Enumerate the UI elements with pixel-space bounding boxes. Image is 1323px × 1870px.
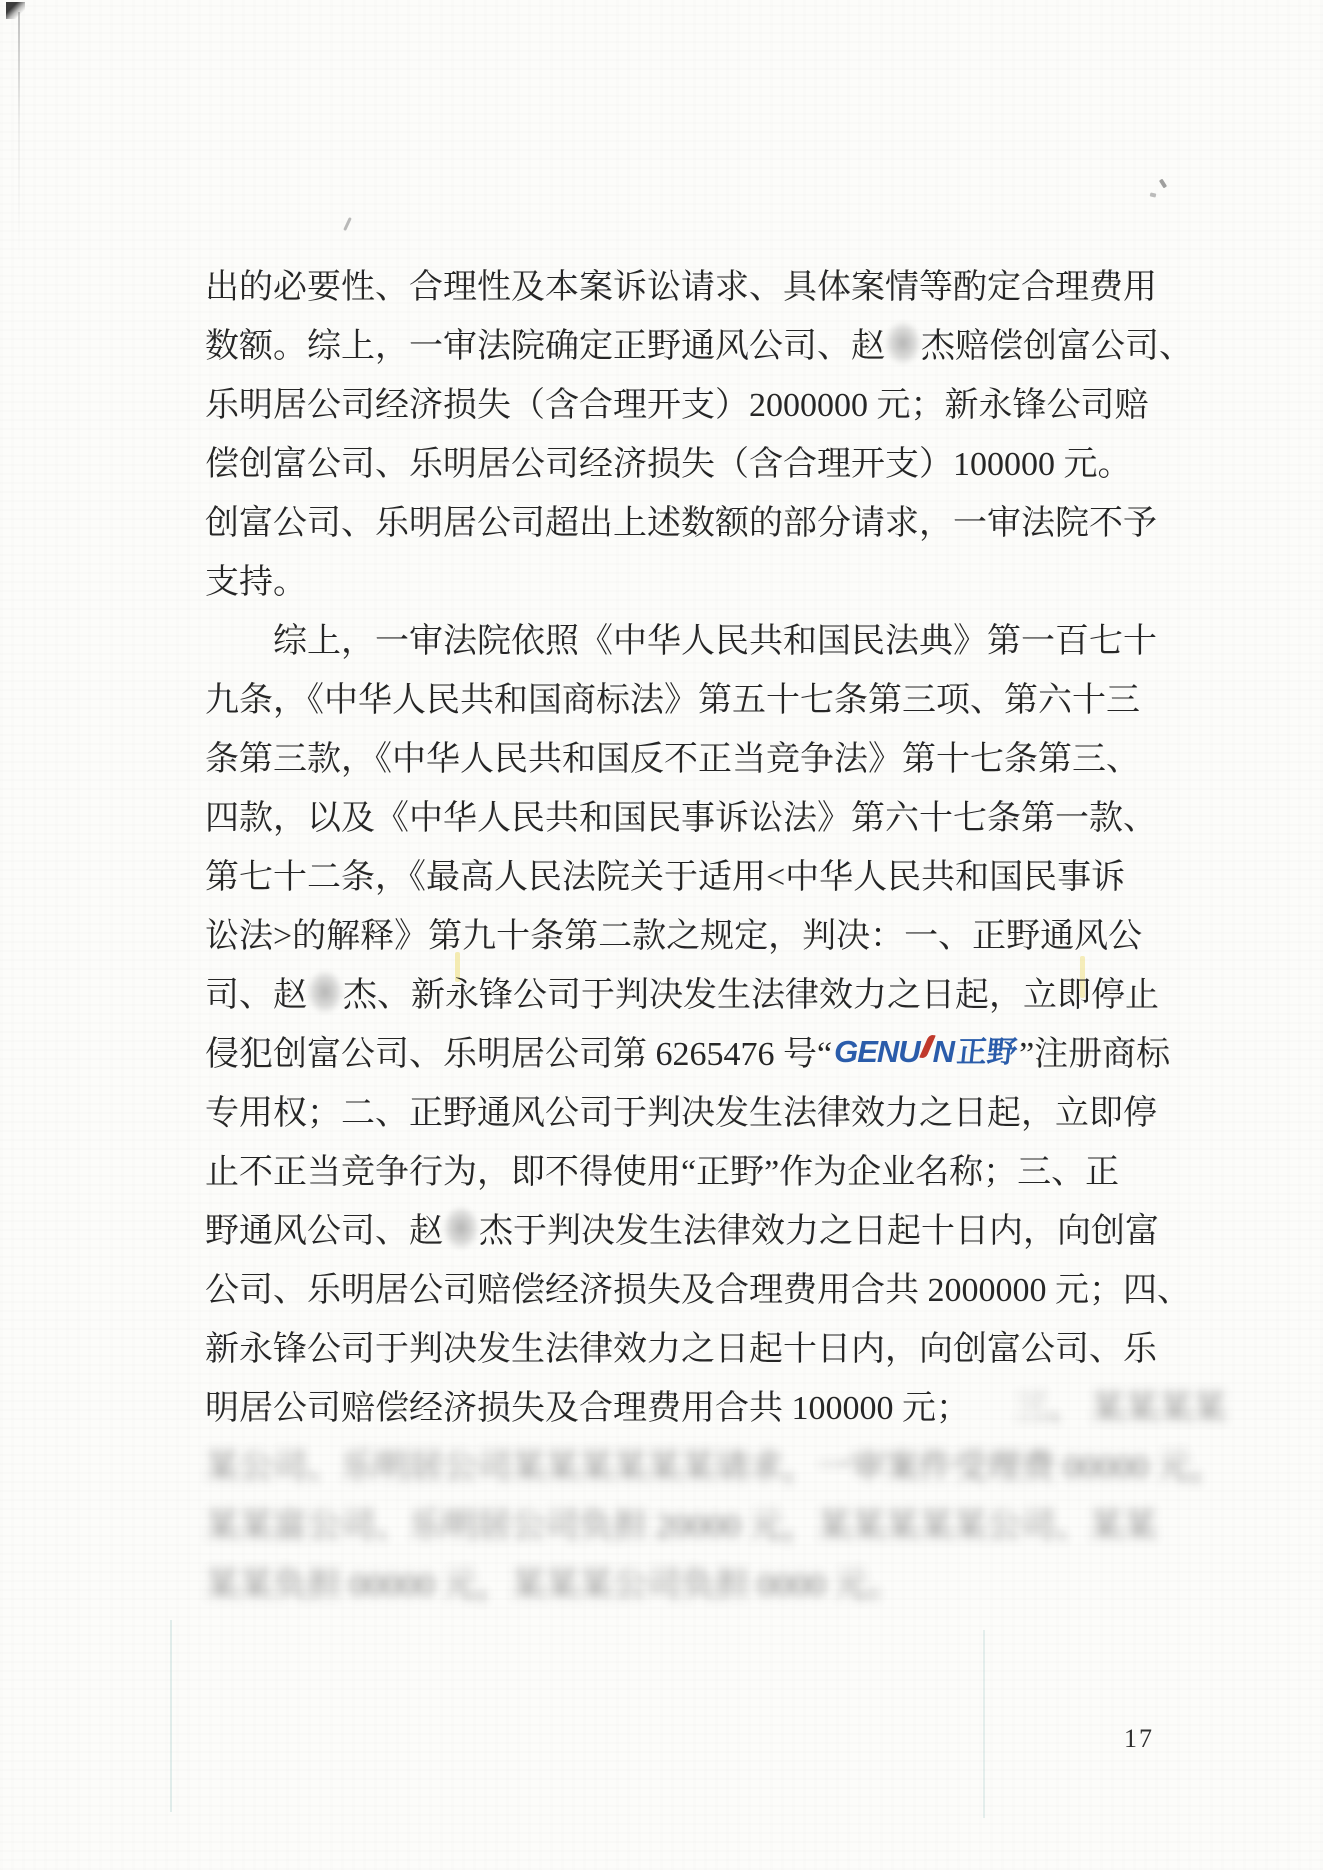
judgment-text-line — [205, 1556, 1170, 1615]
scan-corner-artifact — [6, 2, 25, 19]
judgment-text-line — [205, 789, 1170, 848]
text-segment: 支持。 — [205, 564, 307, 601]
judgment-text-line — [205, 730, 1170, 789]
text-block — [205, 258, 1227, 1615]
judgment-text-line — [205, 494, 1170, 553]
text-segment: 四款，以及《中华人民共和国民事诉讼法》第六十七条第一款、 — [205, 800, 1157, 837]
text-segment: 条第三款，《中华人民共和国反不正当竞争法》第十七条第三、 — [205, 741, 1140, 778]
judgment-text-line — [205, 376, 1170, 435]
text-segment: 新永锋公司于判决发生法律效力之日起十日内，向创富公司、乐 — [205, 1331, 1157, 1368]
redacted-blurred-text: 三、 某某某某 — [1014, 1390, 1227, 1427]
judgment-text-line — [205, 435, 1170, 494]
text-segment: 侵犯创富公司、乐明居公司第 6265476 号“ — [205, 1036, 833, 1073]
judgment-text-line — [205, 258, 1170, 317]
judgment-text-line — [205, 1202, 1170, 1261]
page-number: 17 — [1124, 1724, 1154, 1753]
text-segment: 九条，《中华人民共和国商标法》第五十七条第三项、第六十三 — [205, 682, 1140, 719]
scan-left-edge-line — [18, 12, 20, 262]
judgment-text-line — [205, 1438, 1225, 1497]
genuin-zhengye-trademark-logo — [834, 1022, 1017, 1082]
logo-text-n: N — [932, 1034, 955, 1069]
text-segment: 公司、乐明居公司赔偿经济损失及合理费用合共 2000000 元；四、 — [205, 1272, 1191, 1309]
scan-faint-vertical-line — [170, 1620, 172, 1812]
redacted-name-blur — [443, 1206, 479, 1250]
text-segment: ”注册商标 — [1019, 1036, 1171, 1073]
redacted-blurred-text: 某某负担 00000 元，某某某公司负担 0000 元。 — [205, 1567, 902, 1604]
logo-text-zhengye: 正野 — [955, 1036, 1019, 1069]
judgment-text-line — [205, 612, 1170, 671]
text-segment: 杰于判决发生法律效力之日起十日内，向创富 — [479, 1213, 1159, 1250]
judgment-text-line — [205, 907, 1170, 966]
text-segment: 乐明居公司经济损失（含合理开支）2000000 元；新永锋公司赔 — [205, 387, 1149, 424]
judgment-text-line — [205, 848, 1170, 907]
text-segment: 专用权；二、正野通风公司于判决发生法律效力之日起，立即停 — [205, 1095, 1157, 1132]
redacted-name-blur — [885, 321, 921, 365]
judgment-text-line — [205, 966, 1170, 1025]
pen-tick-mark — [343, 217, 352, 231]
ink-speck — [1150, 192, 1157, 197]
judgment-text-line — [205, 553, 1170, 612]
judgment-text-line — [205, 1025, 1170, 1084]
text-segment: 杰赔偿创富公司、 — [921, 328, 1193, 365]
text-segment: 杰、新永锋公司于判决发生法律效力之日起，立即停止 — [343, 977, 1159, 1014]
redacted-blurred-text: 某公司、乐明居公司某某某某某某请求，一审案件受理费 00000 元， — [205, 1449, 1225, 1486]
text-segment: 野通风公司、赵 — [205, 1213, 443, 1250]
text-segment: 第七十二条，《最高人民法院关于适用<中华人民共和国民事诉 — [205, 859, 1126, 896]
text-segment: 司、赵 — [205, 977, 307, 1014]
judgment-text-line — [205, 1143, 1170, 1202]
text-segment: 综上，一审法院依照《中华人民共和国民法典》第一百七十 — [273, 623, 1157, 660]
text-segment: 数额。综上，一审法院确定正野通风公司、赵 — [205, 328, 885, 365]
text-segment: 创富公司、乐明居公司超出上述数额的部分请求，一审法院不予 — [205, 505, 1157, 542]
judgment-text-line — [205, 671, 1170, 730]
judgment-text-line — [205, 1320, 1170, 1379]
judgment-text-line — [205, 317, 1193, 376]
redacted-blurred-text: 某某富公司、乐明居公司负担 20000 元，某某某某某公司、某某 — [205, 1508, 1157, 1545]
redacted-name-blur — [307, 970, 343, 1014]
text-segment: 出的必要性、合理性及本案诉讼请求、具体案情等酌定合理费用 — [205, 269, 1157, 306]
ink-speck — [1159, 179, 1167, 189]
judgment-text-line — [205, 1084, 1170, 1143]
text-segment: 明居公司赔偿经济损失及合理费用合共 100000 元； — [205, 1390, 970, 1427]
scan-faint-vertical-line — [983, 1630, 985, 1818]
text-segment: 讼法>的解释》第九十条第二款之规定，判决：一、正野通风公 — [205, 918, 1143, 955]
text-segment: 止不正当竞争行为，即不得使用“正野”作为企业名称；三、正 — [205, 1154, 1120, 1191]
judgment-text-line — [205, 1379, 1227, 1438]
text-segment: 偿创富公司、乐明居公司经济损失（含合理开支）100000 元。 — [205, 446, 1132, 483]
judgment-text-line — [205, 1497, 1170, 1556]
judgment-text-line — [205, 1261, 1191, 1320]
logo-text-genu: GENU — [834, 1034, 920, 1069]
